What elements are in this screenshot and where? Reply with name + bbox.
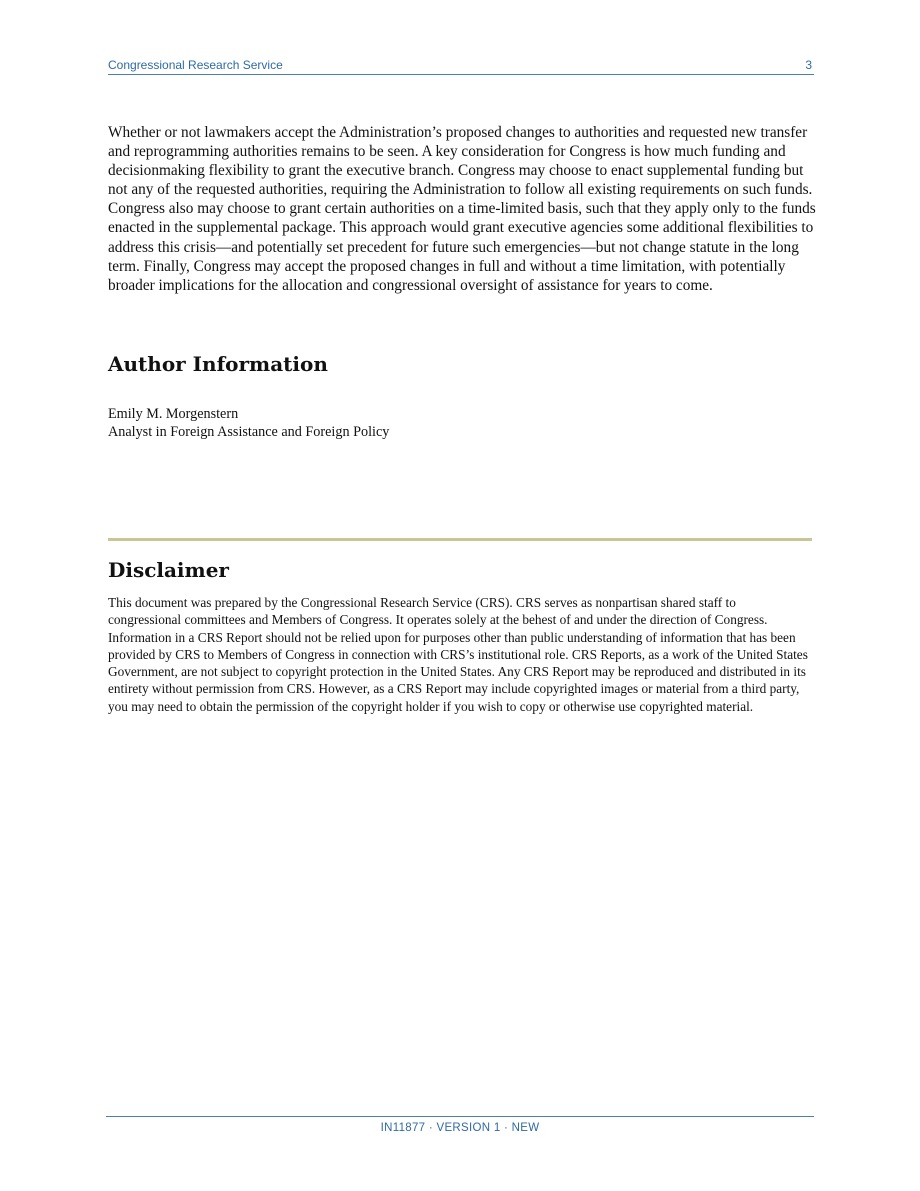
footer-divider bbox=[106, 1116, 814, 1117]
header-title: Congressional Research Service bbox=[108, 58, 283, 72]
disclaimer-heading: Disclaimer bbox=[108, 558, 229, 582]
footer-doc-id: IN11877 · VERSION 1 · NEW bbox=[380, 1122, 540, 1134]
disclaimer-text: This document was prepared by the Congressional Research Service (CRS). CRS serves as nonpartisan shared staff to congressional committees and Members of Congress. It operates solely at the behest of and under the direction of Congress. Information in a CRS Report should not be relied upon for purposes other than public understanding of information that has been provided by CRS to Members of Congress in connection with CRS’s institutional role. CRS Reports, as a work of the United States Government, are not subject to copyright protection in the United States. Any CRS Report may be reproduced and distributed in its entirety without permission from CRS. However, as a CRS Report may include copyrighted images or material from a third party, you may need to obtain the permission of the copyright holder if you wish to copy or otherwise use copyrighted material. bbox=[108, 595, 808, 714]
disclaimer-divider bbox=[108, 538, 812, 541]
author-title: Analyst in Foreign Assistance and Foreign Policy bbox=[108, 424, 390, 440]
author-information-heading: Author Information bbox=[108, 352, 328, 376]
body-paragraph: Whether or not lawmakers accept the Administration’s proposed changes to authorities and requested new transfer and reprogramming authorities remains to be seen. A key consideration for Congress is how much funding and decisionmaking flexibility to grant the executive branch. Congress may choose to enact supplemental funding but not any of the requested authorities, requiring the Administration to follow all existing requirements on such funds. Congress also may choose to grant certain authorities on a time-limited basis, such that they apply only to the funds enacted in the supplemental package. This approach would grant executive agencies some additional flexibilities to address this crisis—and potentially set precedent for future such emergencies—but not change statute in the long term. Finally, Congress may accept the proposed changes in full and without a time limitation, with potentially broader implications for the allocation and congressional oversight of assistance for years to come. bbox=[108, 124, 816, 294]
author-name: Emily M. Morgenstern bbox=[108, 406, 239, 422]
running-header bbox=[108, 58, 814, 75]
page-number: 3 bbox=[805, 58, 812, 72]
author-block bbox=[108, 405, 708, 441]
